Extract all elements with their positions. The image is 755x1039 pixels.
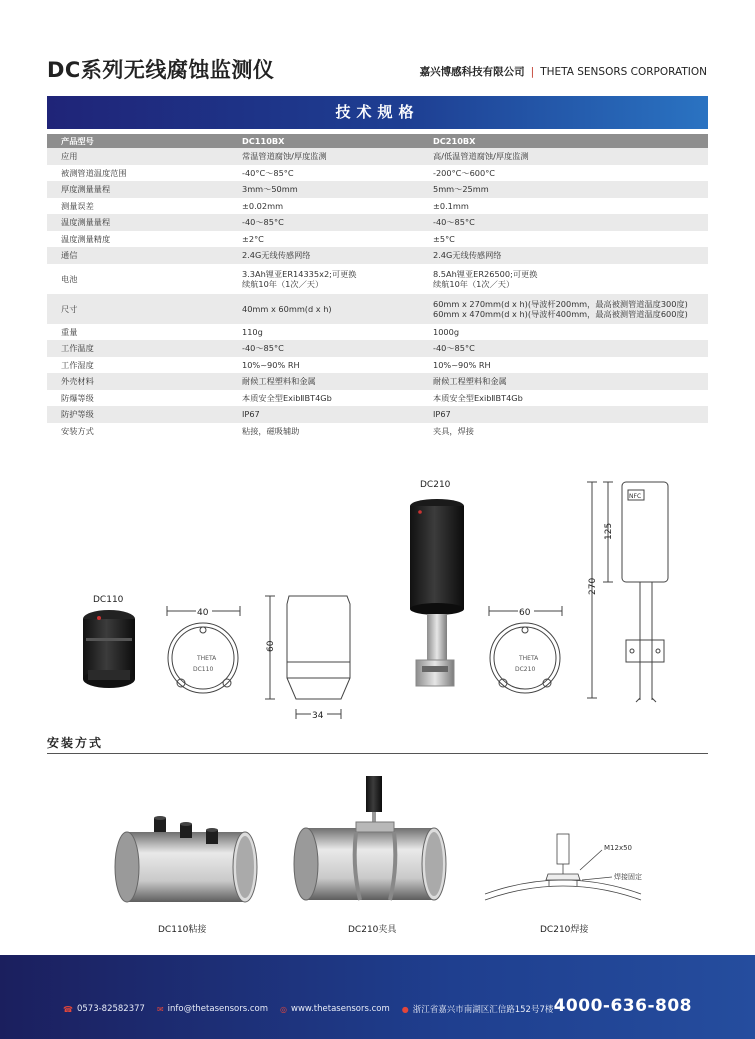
spec-cell-line: 60mm x 470mm(d x h)(导波杆400mm，最高被测管道温度600度) bbox=[433, 308, 688, 319]
spec-cell-line: 续航10年（1次／天） bbox=[433, 278, 515, 289]
company-name-cn: 嘉兴博感科技有限公司 bbox=[419, 66, 525, 78]
spec-cell bbox=[419, 373, 708, 390]
spec-cell-line: 工作温度 bbox=[61, 343, 94, 354]
spec-cell bbox=[419, 324, 708, 341]
spec-cell-line: ±2°C bbox=[242, 233, 264, 244]
dim-125: 125 bbox=[604, 522, 614, 540]
footer-web[interactable] bbox=[280, 1004, 390, 1014]
spec-cell-line: 测量误差 bbox=[61, 200, 94, 211]
footer-address-text: 浙江省嘉兴市南湖区汇信路152号7楼 bbox=[412, 1005, 554, 1015]
spec-row bbox=[47, 357, 708, 374]
spec-cell bbox=[419, 357, 708, 374]
spec-cell-line: ±5°C bbox=[433, 233, 455, 244]
spec-cell bbox=[228, 148, 419, 165]
spec-cell bbox=[419, 406, 708, 423]
spec-cell-line: IP67 bbox=[433, 409, 451, 420]
footer-phone bbox=[63, 1004, 145, 1014]
spec-cell bbox=[47, 294, 228, 324]
spec-row bbox=[47, 264, 708, 294]
location-icon: ● bbox=[401, 1004, 409, 1014]
dc210-photo bbox=[410, 499, 464, 686]
spec-cell-line: -200°C～600°C bbox=[433, 167, 496, 178]
footer-email-text[interactable]: info@thetasensors.com bbox=[167, 1004, 269, 1014]
spec-cell-line: 110g bbox=[242, 326, 263, 337]
spec-cell-line: 常温管道腐蚀/厚度监测 bbox=[242, 151, 327, 162]
company-separator: | bbox=[530, 66, 535, 78]
spec-header-cell: 产品型号 bbox=[47, 134, 228, 148]
footer-phone-text: 0573-82582377 bbox=[76, 1004, 145, 1014]
spec-row bbox=[47, 181, 708, 198]
spec-cell bbox=[419, 165, 708, 182]
spec-cell-line: 防护等级 bbox=[61, 409, 94, 420]
dc210-top-view bbox=[489, 606, 562, 693]
spec-cell-line: 高/低温管道腐蚀/厚度监测 bbox=[433, 151, 529, 162]
spec-cell-line: -40～85°C bbox=[433, 343, 475, 354]
spec-cell-line: -40°C～85°C bbox=[242, 167, 294, 178]
spec-cell-line: 60mm x 270mm(d x h)(导波杆200mm，最高被测管道温度300度) bbox=[433, 298, 688, 309]
page-title: DC系列无线腐蚀监测仪 bbox=[47, 58, 275, 82]
spec-cell bbox=[419, 264, 708, 294]
dc110-label: DC110 bbox=[93, 595, 124, 605]
spec-cell bbox=[228, 181, 419, 198]
spec-cell bbox=[47, 324, 228, 341]
spec-cell bbox=[419, 148, 708, 165]
spec-row bbox=[47, 406, 708, 423]
spec-cell-line: 应用 bbox=[61, 151, 78, 162]
spec-cell-line: -40～85°C bbox=[242, 343, 284, 354]
spec-cell-line: 1000g bbox=[433, 326, 460, 337]
spec-cell-line: 10%~90% RH bbox=[242, 359, 300, 370]
spec-cell-line: 本质安全型ExibⅡBT4Gb bbox=[433, 392, 523, 403]
spec-cell-line: 安装方式 bbox=[61, 425, 94, 436]
spec-row bbox=[47, 423, 708, 440]
dc110-bond-illustration bbox=[115, 816, 257, 902]
spec-cell bbox=[47, 357, 228, 374]
spec-cell-line: 耐候工程塑料和金属 bbox=[242, 376, 316, 387]
dc210-label: DC210 bbox=[420, 480, 451, 490]
spec-cell-line: 8.5Ah锂亚ER26500;可更换 bbox=[433, 268, 538, 279]
footer-web-text[interactable]: www.thetasensors.com bbox=[291, 1004, 390, 1014]
spec-cell-line: 3.3Ah锂亚ER14335x2;可更换 bbox=[242, 268, 357, 279]
spec-cell bbox=[228, 373, 419, 390]
spec-cell-line: 厚度测量量程 bbox=[61, 184, 111, 195]
spec-row bbox=[47, 198, 708, 215]
spec-cell-line: 外壳材料 bbox=[61, 376, 94, 387]
spec-header-cell: DC210BX bbox=[419, 134, 708, 148]
spec-cell bbox=[228, 231, 419, 248]
dim-60: 60 bbox=[266, 640, 276, 652]
spec-cell bbox=[47, 373, 228, 390]
spec-row bbox=[47, 231, 708, 248]
spec-cell-line: IP67 bbox=[242, 409, 260, 420]
spec-cell bbox=[228, 324, 419, 341]
spec-cell bbox=[47, 214, 228, 231]
spec-cell bbox=[228, 390, 419, 407]
spec-cell bbox=[47, 423, 228, 440]
spec-cell bbox=[47, 165, 228, 182]
footer-email[interactable] bbox=[157, 1004, 268, 1014]
spec-row bbox=[47, 340, 708, 357]
spec-cell bbox=[419, 294, 708, 324]
spec-header-cell: DC110BX bbox=[228, 134, 419, 148]
spec-cell bbox=[47, 247, 228, 264]
spec-cell bbox=[47, 406, 228, 423]
spec-cell bbox=[47, 390, 228, 407]
spec-cell bbox=[47, 181, 228, 198]
spec-cell bbox=[419, 423, 708, 440]
weld-note-fix: 焊接固定 bbox=[614, 873, 642, 881]
spec-row bbox=[47, 165, 708, 182]
spec-cell bbox=[47, 340, 228, 357]
spec-cell-line: 5mm～25mm bbox=[433, 184, 489, 195]
spec-row bbox=[47, 294, 708, 324]
dc110-side-view bbox=[265, 596, 350, 719]
spec-cell bbox=[419, 340, 708, 357]
spec-cell-line: 温度测量量程 bbox=[61, 217, 111, 228]
spec-cell-line: -40～85°C bbox=[433, 217, 475, 228]
dc110-photo bbox=[83, 610, 135, 688]
spec-table-header bbox=[47, 134, 708, 148]
dc110-logo-text: THETA bbox=[197, 655, 217, 662]
dim-60b: 60 bbox=[519, 608, 531, 618]
spec-cell-line: 尺寸 bbox=[61, 303, 78, 314]
dc210-plate-text: DC210 bbox=[515, 666, 536, 673]
spec-cell-line: 电池 bbox=[61, 273, 78, 284]
spec-cell bbox=[419, 214, 708, 231]
spec-cell bbox=[228, 198, 419, 215]
spec-cell-line: 40mm x 60mm(d x h) bbox=[242, 303, 332, 314]
globe-icon: ◎ bbox=[280, 1004, 288, 1014]
phone-icon: ☎ bbox=[63, 1004, 73, 1014]
spec-cell bbox=[228, 406, 419, 423]
spec-cell-line: 耐候工程塑料和金属 bbox=[433, 376, 507, 387]
spec-cell-line: 2.4G无线传感网络 bbox=[242, 250, 311, 261]
spec-cell-line: 本质安全型ExibⅡBT4Gb bbox=[242, 392, 332, 403]
dc210-logo-text: THETA bbox=[519, 655, 539, 662]
spec-row bbox=[47, 148, 708, 165]
spec-cell-line: 工作湿度 bbox=[61, 359, 94, 370]
spec-cell-line: -40～85°C bbox=[242, 217, 284, 228]
company-name bbox=[420, 64, 707, 79]
install-divider bbox=[47, 753, 708, 754]
nfc-label: NFC bbox=[629, 493, 642, 500]
spec-row bbox=[47, 247, 708, 264]
install-title: 安装方式 bbox=[47, 736, 104, 750]
spec-cell-line: 续航10年（1次／天） bbox=[242, 278, 324, 289]
spec-cell bbox=[419, 231, 708, 248]
footer-address bbox=[402, 1003, 554, 1015]
dim-270: 270 bbox=[588, 577, 598, 595]
spec-cell bbox=[419, 247, 708, 264]
spec-cell-line: ±0.02mm bbox=[242, 200, 284, 211]
spec-cell bbox=[228, 214, 419, 231]
spec-cell bbox=[228, 294, 419, 324]
spec-cell bbox=[228, 423, 419, 440]
spec-cell-line: 防爆等级 bbox=[61, 392, 94, 403]
dim-34: 34 bbox=[312, 711, 324, 721]
spec-cell bbox=[47, 148, 228, 165]
dc110-top-view bbox=[167, 606, 240, 693]
spec-row bbox=[47, 324, 708, 341]
company-name-en: THETA SENSORS CORPORATION bbox=[540, 66, 707, 78]
spec-cell-line: 3mm～50mm bbox=[242, 184, 298, 195]
footer-hotline: 4000-636-808 bbox=[553, 996, 692, 1016]
spec-cell-line: 通信 bbox=[61, 250, 78, 261]
spec-cell-line: 夹具，焊接 bbox=[433, 425, 474, 436]
weld-note-m12: M12x50 bbox=[604, 844, 632, 852]
install-figures bbox=[0, 770, 755, 940]
product-figures bbox=[0, 470, 755, 725]
spec-row bbox=[47, 373, 708, 390]
spec-cell bbox=[419, 198, 708, 215]
spec-cell bbox=[47, 231, 228, 248]
spec-cell-line: 温度测量精度 bbox=[61, 233, 111, 244]
spec-banner: 技术规格 bbox=[47, 96, 708, 129]
spec-row bbox=[47, 214, 708, 231]
spec-cell bbox=[228, 247, 419, 264]
spec-row bbox=[47, 390, 708, 407]
spec-cell bbox=[228, 340, 419, 357]
spec-cell bbox=[228, 264, 419, 294]
spec-cell-line: ±0.1mm bbox=[433, 200, 469, 211]
dc110-plate-text: DC110 bbox=[193, 666, 214, 673]
spec-cell bbox=[228, 357, 419, 374]
spec-cell-line: 被测管道温度范围 bbox=[61, 167, 127, 178]
spec-cell-line: 2.4G无线传感网络 bbox=[433, 250, 502, 261]
dc210-side-view bbox=[587, 482, 668, 702]
mail-icon: ✉ bbox=[156, 1004, 164, 1014]
install-caption-dc210-clamp: DC210夹具 bbox=[348, 925, 397, 935]
install-caption-dc210-weld: DC210焊接 bbox=[540, 925, 589, 935]
spec-cell bbox=[47, 198, 228, 215]
install-caption-dc110: DC110粘接 bbox=[158, 925, 207, 935]
dim-40: 40 bbox=[197, 608, 209, 618]
footer-contacts bbox=[63, 1003, 565, 1015]
spec-cell bbox=[419, 181, 708, 198]
dc210-clamp-illustration bbox=[294, 776, 446, 900]
spec-cell bbox=[419, 390, 708, 407]
spec-cell-line: 粘接，磁吸辅助 bbox=[242, 425, 300, 436]
spec-cell-line: 重量 bbox=[61, 326, 78, 337]
spec-table bbox=[47, 134, 708, 439]
spec-cell-line: 10%~90% RH bbox=[433, 359, 491, 370]
spec-cell bbox=[228, 165, 419, 182]
spec-cell bbox=[47, 264, 228, 294]
